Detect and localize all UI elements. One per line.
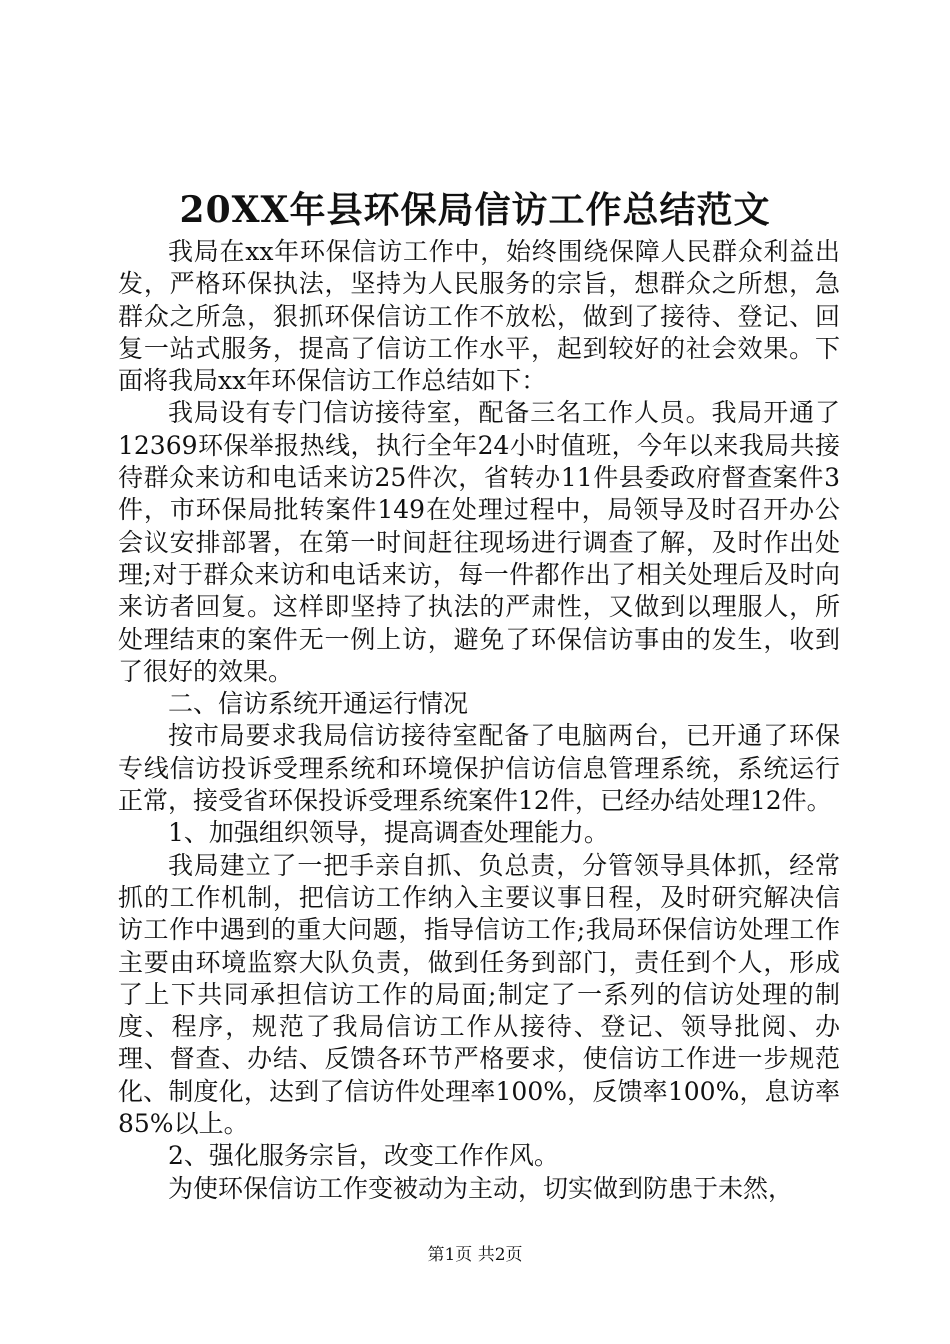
paragraph-intro: 我局在xx年环保信访工作中，始终围绕保障人民群众利益出发，严格环保执法，坚持为人民服务的宗旨，想群众之所想，急群众之所急，狠抓环保信访工作不放松，做到了接待、登记、回复一站式服务，提高了信访工作水平，起到较好的社会效果。下面将我局xx年环保信访工作总结如下：: [118, 237, 840, 396]
paragraph-leadership: 我局建立了一把手亲自抓、负总责，分管领导具体抓，经常抓的工作机制，把信访工作纳入主要议事日程，及时研究解决信访工作中遇到的重大问题，指导信访工作;我局环保信访处理工作主要由环境监察大队负责，做到任务到部门，责任到个人，形成了上下共同承担信访工作的局面;制定了一系列的信访处理的制度、程序，规范了我局信访工作从接待、登记、领导批阅、办理、督查、办结、反馈各环节严格要求，使信访工作进一步规范化、制度化，达到了信访件处理率100%，反馈率100%，息访率85%以上。: [118, 850, 840, 1139]
subheading-service: 2、强化服务宗旨，改变工作作风。: [168, 1141, 559, 1171]
document-title: 20XX年县环保局信访工作总结范文: [179, 189, 771, 231]
document-body: [118, 236, 840, 1205]
section-heading-system: 二、信访系统开通运行情况: [168, 689, 469, 719]
page-footer: 第1页 共2页: [427, 1245, 523, 1265]
paragraph-system: 按市局要求我局信访接待室配备了电脑两台，已开通了环保专线信访投诉受理系统和环境保护信访信息管理系统，系统运行正常，接受省环保投诉受理系统案件12件，已经办结处理12件。: [118, 721, 840, 816]
paragraph-reception: 我局设有专门信访接待室，配备三名工作人员。我局开通了12369环保举报热线，执行全年24小时值班，今年以来我局共接待群众来访和电话来访25件次，省转办11件县委政府督查案件3件，市环保局批转案件149在处理过程中，局领导及时召开办公会议安排部署，在第一时间赶往现场进行调查了解，及时作出处理;对于群众来访和电话来访，每一件都作出了相关处理后及时向来访者回复。这样即坚持了执法的严肃性，又做到以理服人，所处理结束的案件无一例上访，避免了环保信访事由的发生，收到了很好的效果。: [118, 398, 840, 686]
paragraph-service: 为使环保信访工作变被动为主动，切实做到防患于未然，: [168, 1173, 794, 1203]
subheading-leadership: 1、加强组织领导，提高调查处理能力。: [168, 818, 609, 848]
